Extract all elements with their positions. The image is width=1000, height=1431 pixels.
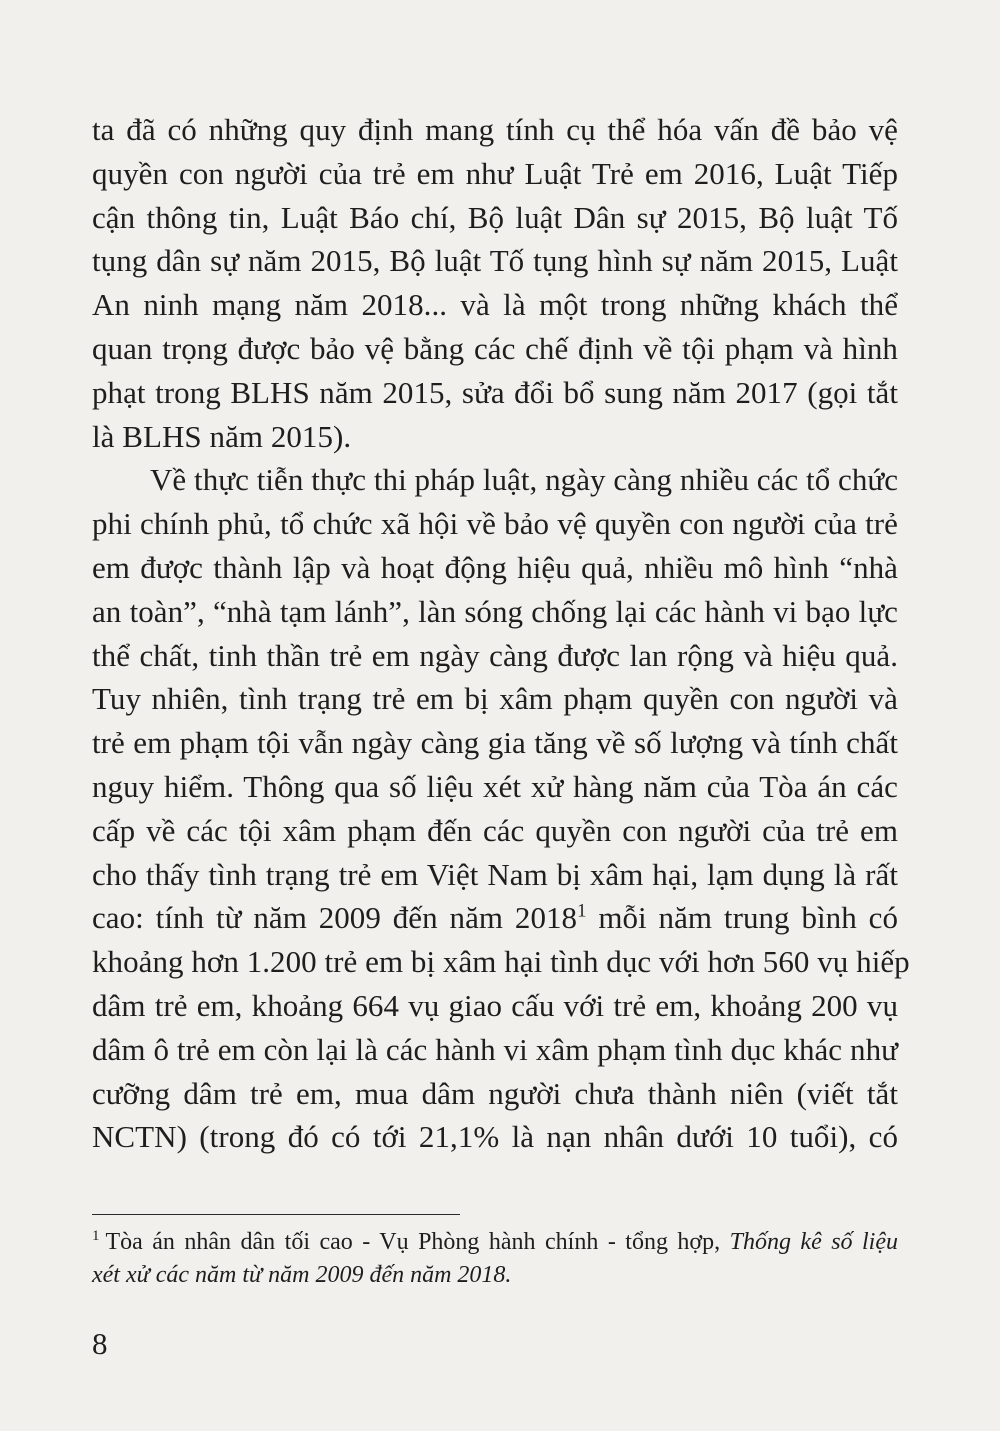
text-line: an toàn”, “nhà tạm lánh”, làn sóng chống lại các hành vi bạo lực [92,593,898,629]
footnote-title-part: Thống kê số liệu [729,1229,898,1255]
text-line-with-footnote [92,896,898,940]
text-line: dâm trẻ em, khoảng 664 vụ giao cấu với trẻ em, khoảng 200 vụ [92,987,898,1023]
text-line: khoảng hơn 1.200 trẻ em bị xâm hại tình dục với hơn 560 vụ hiếp [92,944,910,980]
text-line: Tuy nhiên, tình trạng trẻ em bị xâm phạm quyền con người và [92,681,898,717]
text-line: trẻ em phạm tội vẫn ngày càng gia tăng về số lượng và tính chất [92,725,898,761]
paragraph-1 [92,108,898,458]
text-line: cho thấy tình trạng trẻ em Việt Nam bị xâm hại, lạm dụng là rất [92,856,898,892]
body-text [92,108,910,1159]
text-line: là BLHS năm 2015). [92,418,352,454]
text-line: ta đã có những quy định mang tính cụ thể hóa vấn đề bảo vệ [92,112,898,147]
text-line: cấp về các tội xâm phạm đến các quyền con người của trẻ em [92,812,898,848]
text-segment: cao: tính từ năm 2009 đến năm 2018 [92,900,578,936]
paragraph-2 [92,458,910,1159]
text-line: Về thực tiễn thực thi pháp luật, ngày càng nhiều các tổ chức [150,462,899,498]
text-line: quyền con người của trẻ em như Luật Trẻ em 2016, Luật Tiếp [92,155,898,191]
text-line: dâm ô trẻ em còn lại là các hành vi xâm phạm tình dục khác như [92,1031,898,1067]
text-line: NCTN) (trong đó có tới 21,1% là nạn nhân dưới 10 tuổi), có [92,1119,898,1155]
text-line: nguy hiểm. Thông qua số liệu xét xử hàng năm của Tòa án các [92,768,898,804]
page-number: 8 [92,1326,108,1361]
footnote-source: Tòa án nhân dân tối cao - Vụ Phòng hành chính - tổng hợp, [105,1229,730,1255]
text-segment: mỗi năm trung bình có [586,900,898,936]
text-line: phi chính phủ, tổ chức xã hội về bảo vệ quyền con người của trẻ [92,506,898,542]
footnote-divider [92,1214,460,1215]
footnote-marker: 1 [92,1228,100,1244]
text-line: phạt trong BLHS năm 2015, sửa đổi bổ sung năm 2017 (gọi tắt [92,374,898,410]
text-line: tụng dân sự năm 2015, Bộ luật Tố tụng hình sự năm 2015, Luật [92,243,898,279]
text-line: An ninh mạng năm 2018... và là một trong những khách thể [92,287,898,323]
text-line: quan trọng được bảo vệ bằng các chế định về tội phạm và hình [92,330,898,366]
text-line: cận thông tin, Luật Báo chí, Bộ luật Dân sự 2015, Bộ luật Tố [92,199,898,235]
footnote-line [92,1226,898,1259]
footnote-reference: 1 [577,901,587,923]
footnote [92,1226,898,1292]
text-line: cưỡng dâm trẻ em, mua dâm người chưa thành niên (viết tắt [92,1075,898,1111]
text-line: thể chất, tinh thần trẻ em ngày càng được lan rộng và hiệu quả. [92,637,898,673]
text-line: em được thành lập và hoạt động hiệu quả, nhiều mô hình “nhà [92,549,898,585]
footnote-title-part: xét xử các năm từ năm 2009 đến năm 2018. [92,1262,512,1288]
